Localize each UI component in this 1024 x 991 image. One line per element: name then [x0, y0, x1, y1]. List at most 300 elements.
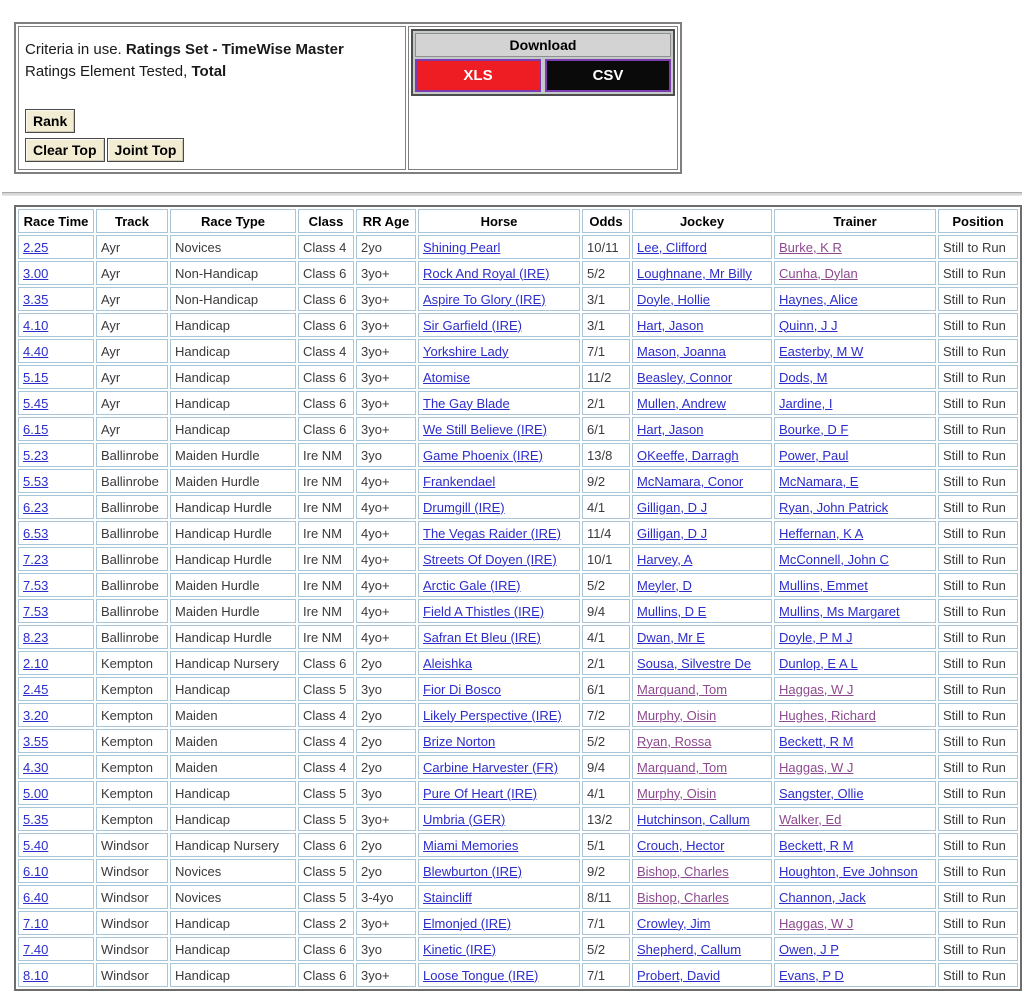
horse-cell	[418, 677, 580, 701]
table-row	[18, 391, 1018, 415]
race-time-cell	[18, 729, 94, 753]
jockey-link[interactable]: Murphy, Oisin	[637, 707, 717, 723]
horse-cell	[418, 937, 580, 961]
class-cell: Class 6	[298, 365, 354, 389]
race-time-link[interactable]: 5.53	[23, 473, 49, 489]
race-type-cell: Handicap	[170, 339, 296, 363]
race-type-cell: Maiden	[170, 755, 296, 779]
odds-cell: 4/1	[582, 495, 630, 519]
jockey-link[interactable]: Gilligan, D J	[637, 525, 708, 541]
rr-age-cell: 3yo+	[356, 391, 416, 415]
track-cell: Windsor	[96, 911, 168, 935]
jockey-cell	[632, 339, 772, 363]
jockey-link[interactable]: Loughnane, Mr Billy	[637, 265, 752, 281]
race-type-cell: Non-Handicap	[170, 287, 296, 311]
race-time-link[interactable]: 6.15	[23, 421, 49, 437]
race-time-link[interactable]: 2.25	[23, 239, 49, 255]
jockey-link[interactable]: Sousa, Silvestre De	[637, 655, 752, 671]
table-row	[18, 625, 1018, 649]
class-cell: Class 6	[298, 313, 354, 337]
trainer-cell	[774, 469, 936, 493]
horse-link[interactable]: Blewburton (IRE)	[423, 863, 522, 879]
table-row	[18, 261, 1018, 285]
jockey-cell	[632, 885, 772, 909]
class-cell: Class 6	[298, 937, 354, 961]
race-time-link[interactable]: 5.23	[23, 447, 49, 463]
race-type-cell: Handicap Hurdle	[170, 521, 296, 545]
position-cell: Still to Run	[938, 495, 1018, 519]
jockey-cell	[632, 937, 772, 961]
horse-link[interactable]: Shining Pearl	[423, 239, 501, 255]
track-cell: Windsor	[96, 963, 168, 987]
race-type-cell: Handicap	[170, 807, 296, 831]
trainer-link[interactable]: Burke, K R	[779, 239, 842, 255]
table-row	[18, 313, 1018, 337]
track-cell: Ayr	[96, 313, 168, 337]
odds-cell: 2/1	[582, 391, 630, 415]
odds-cell: 9/2	[582, 859, 630, 883]
class-cell: Class 6	[298, 417, 354, 441]
race-time-cell	[18, 625, 94, 649]
race-type-cell: Handicap	[170, 911, 296, 935]
horse-link[interactable]: Sir Garfield (IRE)	[423, 317, 522, 333]
track-cell: Ballinrobe	[96, 521, 168, 545]
table-row	[18, 937, 1018, 961]
table-row	[18, 729, 1018, 753]
trainer-link[interactable]: Haynes, Alice	[779, 291, 858, 307]
race-time-cell	[18, 963, 94, 987]
race-time-link[interactable]: 2.10	[23, 655, 49, 671]
trainer-link[interactable]: Ryan, John Patrick	[779, 499, 889, 515]
table-row	[18, 807, 1018, 831]
xls-download-button[interactable]: XLS	[415, 59, 541, 92]
horse-link[interactable]: Game Phoenix (IRE)	[423, 447, 543, 463]
horse-link[interactable]: The Vegas Raider (IRE)	[423, 525, 562, 541]
horse-cell	[418, 833, 580, 857]
race-time-cell	[18, 521, 94, 545]
track-cell: Ballinrobe	[96, 625, 168, 649]
track-cell: Ayr	[96, 391, 168, 415]
joint-top-button[interactable]: Joint Top	[107, 138, 185, 162]
download-cell	[408, 26, 678, 170]
race-time-link[interactable]: 6.40	[23, 889, 49, 905]
jockey-link[interactable]: Lee, Clifford	[637, 239, 707, 255]
position-cell: Still to Run	[938, 339, 1018, 363]
trainer-link[interactable]: Houghton, Eve Johnson	[779, 863, 918, 879]
trainer-link[interactable]: Haggas, W J	[779, 759, 854, 775]
race-type-cell: Novices	[170, 859, 296, 883]
position-cell: Still to Run	[938, 703, 1018, 727]
jockey-link[interactable]: OKeeffe, Darragh	[637, 447, 739, 463]
horse-cell	[418, 235, 580, 259]
jockey-cell	[632, 261, 772, 285]
odds-cell: 9/4	[582, 755, 630, 779]
track-cell: Kempton	[96, 807, 168, 831]
jockey-link[interactable]: Marquand, Tom	[637, 759, 728, 775]
horse-link[interactable]: Pure Of Heart (IRE)	[423, 785, 538, 801]
class-cell: Ire NM	[298, 469, 354, 493]
race-type-cell: Handicap	[170, 391, 296, 415]
trainer-cell	[774, 339, 936, 363]
horse-link[interactable]: Frankendael	[423, 473, 496, 489]
jockey-cell	[632, 859, 772, 883]
trainer-link[interactable]: Mullins, Emmet	[779, 577, 868, 593]
position-cell: Still to Run	[938, 235, 1018, 259]
race-type-cell: Handicap	[170, 963, 296, 987]
class-cell: Class 4	[298, 755, 354, 779]
horse-link[interactable]: Atomise	[423, 369, 470, 385]
race-time-link[interactable]: 8.23	[23, 629, 49, 645]
jockey-link[interactable]: Mullen, Andrew	[637, 395, 726, 411]
class-cell: Class 6	[298, 391, 354, 415]
jockey-cell	[632, 547, 772, 571]
rr-age-cell: 3yo+	[356, 261, 416, 285]
odds-cell: 9/4	[582, 599, 630, 623]
race-time-link[interactable]: 5.35	[23, 811, 49, 827]
table-row	[18, 235, 1018, 259]
horse-link[interactable]: We Still Believe (IRE)	[423, 421, 548, 437]
class-cell: Ire NM	[298, 573, 354, 597]
jockey-link[interactable]: Ryan, Rossa	[637, 733, 712, 749]
horse-link[interactable]: Likely Perspective (IRE)	[423, 707, 562, 723]
race-time-cell	[18, 651, 94, 675]
jockey-cell	[632, 599, 772, 623]
trainer-cell	[774, 755, 936, 779]
jockey-link[interactable]: McNamara, Conor	[637, 473, 744, 489]
trainer-link[interactable]: Channon, Jack	[779, 889, 866, 905]
race-time-link[interactable]: 5.00	[23, 785, 49, 801]
jockey-link[interactable]: Hart, Jason	[637, 317, 704, 333]
race-type-cell: Maiden	[170, 729, 296, 753]
jockey-cell	[632, 755, 772, 779]
race-time-link[interactable]: 3.55	[23, 733, 49, 749]
race-time-link[interactable]: 2.45	[23, 681, 49, 697]
position-cell: Still to Run	[938, 313, 1018, 337]
trainer-link[interactable]: Quinn, J J	[779, 317, 838, 333]
jockey-link[interactable]: Mullins, D E	[637, 603, 707, 619]
track-cell: Ballinrobe	[96, 469, 168, 493]
class-cell: Class 5	[298, 859, 354, 883]
rank-button[interactable]: Rank	[25, 109, 75, 133]
jockey-cell	[632, 833, 772, 857]
jockey-cell	[632, 469, 772, 493]
trainer-cell	[774, 313, 936, 337]
track-cell: Ballinrobe	[96, 443, 168, 467]
horse-cell	[418, 339, 580, 363]
trainer-link[interactable]: Beckett, R M	[779, 837, 854, 853]
jockey-link[interactable]: Doyle, Hollie	[637, 291, 710, 307]
jockey-link[interactable]: Dwan, Mr E	[637, 629, 705, 645]
race-type-cell: Maiden	[170, 703, 296, 727]
table-row	[18, 573, 1018, 597]
odds-cell: 10/11	[582, 235, 630, 259]
horse-link[interactable]: Yorkshire Lady	[423, 343, 509, 359]
class-cell: Class 5	[298, 807, 354, 831]
horse-cell	[418, 963, 580, 987]
trainer-cell	[774, 833, 936, 857]
horse-cell	[418, 365, 580, 389]
trainer-cell	[774, 599, 936, 623]
table-row	[18, 911, 1018, 935]
jockey-link[interactable]: Murphy, Oisin	[637, 785, 717, 801]
race-type-cell: Handicap Hurdle	[170, 547, 296, 571]
race-time-link[interactable]: 3.35	[23, 291, 49, 307]
race-time-link[interactable]: 6.10	[23, 863, 49, 879]
trainer-link[interactable]: Beckett, R M	[779, 733, 854, 749]
column-header-race-time: Race Time	[18, 209, 94, 233]
race-time-link[interactable]: 3.00	[23, 265, 49, 281]
rr-age-cell: 3yo	[356, 443, 416, 467]
race-time-link[interactable]: 6.53	[23, 525, 49, 541]
jockey-link[interactable]: Crowley, Jim	[637, 915, 711, 931]
horse-link[interactable]: Carbine Harvester (FR)	[423, 759, 559, 775]
rr-age-cell: 4yo+	[356, 625, 416, 649]
ratings-table	[14, 205, 1022, 991]
race-type-cell: Handicap Hurdle	[170, 625, 296, 649]
trainer-cell	[774, 937, 936, 961]
trainer-link[interactable]: Sangster, Ollie	[779, 785, 864, 801]
horse-link[interactable]: Umbria (GER)	[423, 811, 506, 827]
table-row	[18, 417, 1018, 441]
race-time-link[interactable]: 3.20	[23, 707, 49, 723]
race-type-cell: Maiden Hurdle	[170, 573, 296, 597]
jockey-cell	[632, 417, 772, 441]
horse-link[interactable]: Fior Di Bosco	[423, 681, 502, 697]
jockey-cell	[632, 573, 772, 597]
trainer-cell	[774, 677, 936, 701]
jockey-link[interactable]: Mason, Joanna	[637, 343, 726, 359]
jockey-cell	[632, 781, 772, 805]
table-row	[18, 521, 1018, 545]
track-cell: Kempton	[96, 755, 168, 779]
race-type-cell: Handicap	[170, 365, 296, 389]
position-cell: Still to Run	[938, 781, 1018, 805]
position-cell: Still to Run	[938, 807, 1018, 831]
trainer-link[interactable]: Owen, J P	[779, 941, 839, 957]
track-cell: Kempton	[96, 677, 168, 701]
odds-cell: 9/2	[582, 469, 630, 493]
clear-top-button[interactable]: Clear Top	[25, 138, 105, 162]
header-row	[18, 209, 1018, 233]
class-cell: Class 4	[298, 339, 354, 363]
odds-cell: 8/11	[582, 885, 630, 909]
divider	[2, 192, 1022, 196]
jockey-link[interactable]: Probert, David	[637, 967, 721, 983]
horse-cell	[418, 417, 580, 441]
download-panel	[411, 29, 675, 96]
trainer-link[interactable]: McConnell, John C	[779, 551, 889, 567]
horse-cell	[418, 599, 580, 623]
rr-age-cell: 4yo+	[356, 495, 416, 519]
horse-link[interactable]: Aspire To Glory (IRE)	[423, 291, 546, 307]
trainer-cell	[774, 365, 936, 389]
horse-link[interactable]: Rock And Royal (IRE)	[423, 265, 550, 281]
odds-cell: 13/8	[582, 443, 630, 467]
jockey-cell	[632, 625, 772, 649]
jockey-link[interactable]: Marquand, Tom	[637, 681, 728, 697]
table-row	[18, 599, 1018, 623]
jockey-link[interactable]: Bishop, Charles	[637, 863, 729, 879]
trainer-link[interactable]: Bourke, D F	[779, 421, 849, 437]
rr-age-cell: 2yo	[356, 703, 416, 727]
horse-link[interactable]: Drumgill (IRE)	[423, 499, 505, 515]
horse-link[interactable]: Staincliff	[423, 889, 472, 905]
trainer-link[interactable]: Hughes, Richard	[779, 707, 876, 723]
horse-link[interactable]: Field A Thistles (IRE)	[423, 603, 545, 619]
trainer-link[interactable]: Easterby, M W	[779, 343, 864, 359]
jockey-link[interactable]: Gilligan, D J	[637, 499, 708, 515]
race-time-cell	[18, 807, 94, 831]
position-cell: Still to Run	[938, 677, 1018, 701]
odds-cell: 11/4	[582, 521, 630, 545]
race-time-link[interactable]: 4.30	[23, 759, 49, 775]
track-cell: Windsor	[96, 859, 168, 883]
jockey-link[interactable]: Meyler, D	[637, 577, 692, 593]
jockey-link[interactable]: Hart, Jason	[637, 421, 704, 437]
jockey-link[interactable]: Bishop, Charles	[637, 889, 729, 905]
horse-cell	[418, 469, 580, 493]
trainer-cell	[774, 547, 936, 571]
race-time-cell	[18, 885, 94, 909]
horse-cell	[418, 807, 580, 831]
jockey-link[interactable]: Harvey, A	[637, 551, 693, 567]
position-cell: Still to Run	[938, 859, 1018, 883]
jockey-cell	[632, 521, 772, 545]
horse-link[interactable]: Aleishka	[423, 655, 473, 671]
race-time-link[interactable]: 5.15	[23, 369, 49, 385]
horse-link[interactable]: The Gay Blade	[423, 395, 510, 411]
track-cell: Ballinrobe	[96, 599, 168, 623]
race-time-link[interactable]: 8.10	[23, 967, 49, 983]
trainer-cell	[774, 625, 936, 649]
race-time-link[interactable]: 4.10	[23, 317, 49, 333]
horse-link[interactable]: Arctic Gale (IRE)	[423, 577, 521, 593]
trainer-link[interactable]: Evans, P D	[779, 967, 844, 983]
horse-link[interactable]: Safran Et Bleu (IRE)	[423, 629, 541, 645]
race-time-link[interactable]: 4.40	[23, 343, 49, 359]
track-cell: Ballinrobe	[96, 573, 168, 597]
class-cell: Class 6	[298, 833, 354, 857]
race-time-link[interactable]: 7.10	[23, 915, 49, 931]
class-cell: Class 5	[298, 677, 354, 701]
class-cell: Class 2	[298, 911, 354, 935]
class-cell: Class 6	[298, 651, 354, 675]
trainer-cell	[774, 521, 936, 545]
odds-cell: 7/1	[582, 339, 630, 363]
jockey-cell	[632, 365, 772, 389]
horse-cell	[418, 703, 580, 727]
horse-link[interactable]: Miami Memories	[423, 837, 519, 853]
trainer-link[interactable]: Power, Paul	[779, 447, 849, 463]
jockey-link[interactable]: Crouch, Hector	[637, 837, 725, 853]
class-cell: Class 6	[298, 287, 354, 311]
trainer-link[interactable]: Jardine, I	[779, 395, 833, 411]
trainer-cell	[774, 495, 936, 519]
race-time-cell	[18, 781, 94, 805]
race-time-cell	[18, 859, 94, 883]
horse-cell	[418, 313, 580, 337]
horse-link[interactable]: Kinetic (IRE)	[423, 941, 496, 957]
odds-cell: 3/1	[582, 313, 630, 337]
position-cell: Still to Run	[938, 521, 1018, 545]
odds-cell: 13/2	[582, 807, 630, 831]
position-cell: Still to Run	[938, 885, 1018, 909]
odds-cell: 6/1	[582, 417, 630, 441]
trainer-link[interactable]: McNamara, E	[779, 473, 859, 489]
jockey-link[interactable]: Shepherd, Callum	[637, 941, 742, 957]
horse-link[interactable]: Elmonjed (IRE)	[423, 915, 512, 931]
trainer-link[interactable]: Heffernan, K A	[779, 525, 864, 541]
rr-age-cell: 2yo	[356, 651, 416, 675]
jockey-cell	[632, 651, 772, 675]
position-cell: Still to Run	[938, 963, 1018, 987]
rr-age-cell: 3yo	[356, 781, 416, 805]
race-type-cell: Handicap Nursery	[170, 833, 296, 857]
jockey-cell	[632, 703, 772, 727]
track-cell: Windsor	[96, 885, 168, 909]
trainer-cell	[774, 261, 936, 285]
jockey-cell	[632, 287, 772, 311]
race-time-link[interactable]: 7.40	[23, 941, 49, 957]
horse-cell	[418, 573, 580, 597]
race-time-link[interactable]: 6.23	[23, 499, 49, 515]
trainer-link[interactable]: Cunha, Dylan	[779, 265, 858, 281]
jockey-cell	[632, 235, 772, 259]
trainer-link[interactable]: Mullins, Ms Margaret	[779, 603, 900, 619]
trainer-link[interactable]: Dods, M	[779, 369, 828, 385]
horse-link[interactable]: Loose Tongue (IRE)	[423, 967, 539, 983]
track-cell: Ayr	[96, 365, 168, 389]
class-cell: Class 4	[298, 703, 354, 727]
jockey-link[interactable]: Hutchinson, Callum	[637, 811, 750, 827]
race-time-link[interactable]: 7.53	[23, 577, 49, 593]
position-cell: Still to Run	[938, 911, 1018, 935]
class-cell: Class 4	[298, 235, 354, 259]
track-cell: Ballinrobe	[96, 495, 168, 519]
position-cell: Still to Run	[938, 417, 1018, 441]
rr-age-cell: 4yo+	[356, 521, 416, 545]
class-cell: Class 4	[298, 729, 354, 753]
odds-cell: 10/1	[582, 547, 630, 571]
jockey-link[interactable]: Beasley, Connor	[637, 369, 733, 385]
odds-cell: 5/2	[582, 729, 630, 753]
horse-link[interactable]: Brize Norton	[423, 733, 496, 749]
race-time-link[interactable]: 5.45	[23, 395, 49, 411]
rr-age-cell: 3yo	[356, 677, 416, 701]
trainer-cell	[774, 443, 936, 467]
trainer-link[interactable]: Doyle, P M J	[779, 629, 853, 645]
race-time-link[interactable]: 5.40	[23, 837, 49, 853]
race-type-cell: Non-Handicap	[170, 261, 296, 285]
trainer-link[interactable]: Dunlop, E A L	[779, 655, 858, 671]
rr-age-cell: 4yo+	[356, 469, 416, 493]
race-time-link[interactable]: 7.23	[23, 551, 49, 567]
trainer-link[interactable]: Walker, Ed	[779, 811, 842, 827]
class-cell: Class 6	[298, 963, 354, 987]
trainer-link[interactable]: Haggas, W J	[779, 681, 854, 697]
jockey-cell	[632, 677, 772, 701]
trainer-link[interactable]: Haggas, W J	[779, 915, 854, 931]
horse-link[interactable]: Streets Of Doyen (IRE)	[423, 551, 557, 567]
csv-download-button[interactable]: CSV	[545, 59, 671, 92]
trainer-cell	[774, 807, 936, 831]
rr-age-cell: 4yo+	[356, 547, 416, 571]
column-header-horse: Horse	[418, 209, 580, 233]
track-cell: Ayr	[96, 287, 168, 311]
track-cell: Ayr	[96, 417, 168, 441]
class-cell: Ire NM	[298, 443, 354, 467]
race-time-link[interactable]: 7.53	[23, 603, 49, 619]
